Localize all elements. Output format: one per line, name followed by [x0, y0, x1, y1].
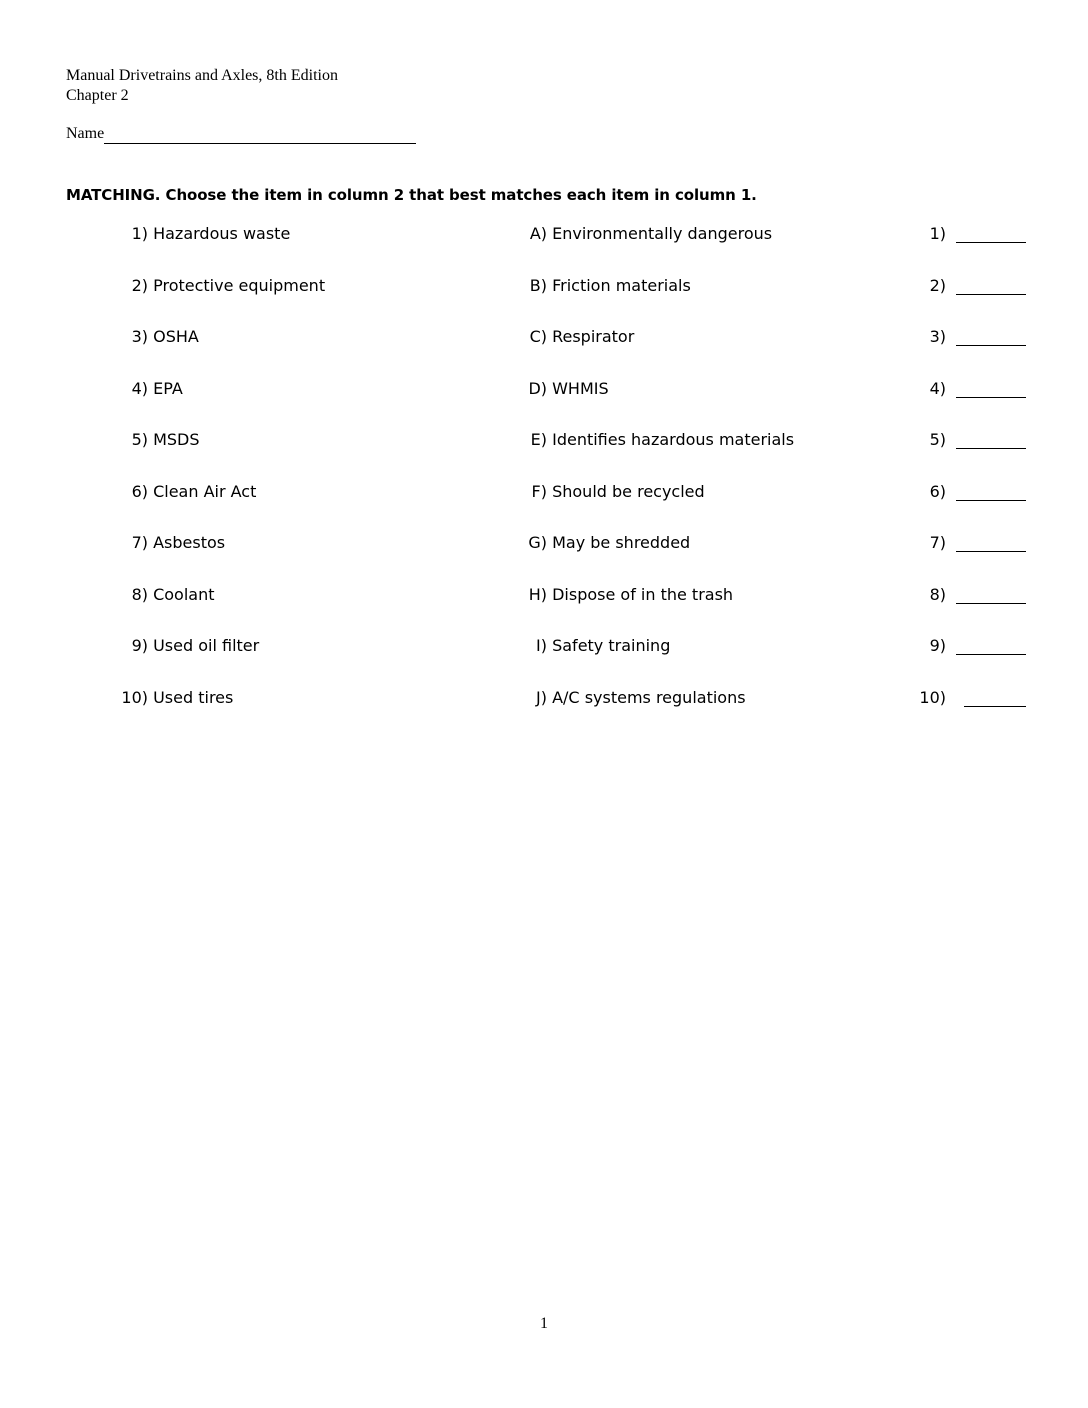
column1-item — [100, 275, 326, 297]
answer-slot — [900, 326, 1030, 348]
item-number: 10) — [121, 687, 148, 707]
answer-slot — [900, 635, 1030, 657]
item-number: 6) — [131, 481, 148, 501]
answer-slot — [900, 429, 1030, 451]
book-title: Manual Drivetrains and Axles, 8th Edition — [66, 67, 338, 84]
choice-text: Friction materials — [552, 275, 691, 295]
choice-letter: H) — [528, 584, 547, 604]
answer-blank[interactable] — [956, 533, 1026, 552]
matching-row — [0, 223, 1088, 253]
item-number: 9) — [131, 636, 148, 655]
column1-item — [100, 532, 290, 554]
column2-item — [490, 223, 850, 245]
matching-row — [0, 326, 1088, 356]
answer-slot — [900, 687, 1030, 709]
item-term: OSHA — [153, 327, 199, 346]
answer-number: 10) — [919, 687, 946, 707]
item-term: Used tires — [153, 687, 234, 707]
answer-slot — [900, 378, 1030, 400]
answer-blank[interactable] — [964, 688, 1026, 707]
matching-row — [0, 635, 1088, 665]
answer-slot — [900, 275, 1030, 297]
column2-item — [490, 481, 850, 503]
answer-number: 7) — [929, 533, 946, 552]
choice-letter: F) — [531, 481, 547, 501]
answer-number: 8) — [929, 584, 946, 604]
answer-slot — [900, 223, 1030, 245]
item-term: EPA — [153, 378, 183, 398]
item-number: 4) — [131, 378, 148, 398]
choice-text: Safety training — [552, 636, 671, 655]
item-number: 5) — [131, 430, 148, 449]
answer-number: 1) — [929, 224, 946, 243]
column1-item — [100, 584, 290, 606]
item-term: Protective equipment — [153, 275, 326, 295]
column1-item — [100, 429, 290, 451]
matching-row — [0, 687, 1088, 717]
name-field[interactable] — [104, 125, 416, 144]
matching-row — [0, 481, 1088, 511]
column2-item — [490, 635, 850, 657]
instructions: MATCHING. Choose the item in column 2 that best matches each item in column 1. — [66, 186, 757, 204]
item-term: Used oil filter — [153, 636, 260, 655]
column2-item — [490, 584, 850, 606]
item-term: Hazardous waste — [153, 224, 291, 243]
column1-item — [100, 481, 290, 503]
answer-number: 6) — [929, 481, 946, 501]
answer-number: 9) — [929, 636, 946, 655]
column1-item — [100, 635, 290, 657]
column2-item — [490, 429, 850, 451]
chapter-label: Chapter 2 — [66, 87, 129, 104]
choice-text: Environmentally dangerous — [552, 224, 773, 243]
choice-letter: A) — [529, 224, 547, 243]
choice-letter: E) — [530, 430, 547, 449]
column2-item — [490, 378, 850, 400]
item-number: 7) — [131, 533, 148, 552]
column1-item — [100, 687, 290, 709]
item-term: Clean Air Act — [153, 481, 257, 501]
choice-text: Should be recycled — [552, 481, 705, 501]
answer-slot — [900, 584, 1030, 606]
answer-blank[interactable] — [956, 585, 1026, 604]
column1-item — [100, 223, 290, 245]
answer-number: 2) — [929, 275, 946, 295]
choice-letter: J) — [536, 687, 547, 707]
answer-blank[interactable] — [956, 482, 1026, 501]
item-number: 8) — [131, 584, 148, 604]
answer-number: 3) — [929, 327, 946, 346]
matching-row — [0, 429, 1088, 459]
column2-item — [490, 275, 850, 297]
column1-item — [100, 378, 290, 400]
choice-text: May be shredded — [552, 533, 691, 552]
answer-slot — [900, 481, 1030, 503]
answer-blank[interactable] — [956, 636, 1026, 655]
answer-number: 5) — [929, 430, 946, 449]
matching-row — [0, 532, 1088, 562]
page-number: 1 — [540, 1315, 548, 1332]
item-term: Asbestos — [153, 533, 226, 552]
answer-blank[interactable] — [956, 379, 1026, 398]
answer-blank[interactable] — [956, 224, 1026, 243]
choice-letter: I) — [536, 636, 547, 655]
item-number: 3) — [131, 327, 148, 346]
column2-item — [490, 687, 850, 709]
item-term: MSDS — [153, 430, 200, 449]
item-number: 1) — [131, 224, 148, 243]
matching-row — [0, 584, 1088, 614]
answer-number: 4) — [929, 378, 946, 398]
choice-letter: G) — [528, 533, 547, 552]
answer-blank[interactable] — [956, 327, 1026, 346]
item-number: 2) — [131, 275, 148, 295]
answer-blank[interactable] — [956, 276, 1026, 295]
choice-text: Respirator — [552, 327, 635, 346]
choice-text: Dispose of in the trash — [552, 584, 734, 604]
choice-text: Identifies hazardous materials — [552, 430, 795, 449]
column1-item — [100, 326, 290, 348]
choice-letter: B) — [529, 275, 547, 295]
choice-letter: D) — [528, 378, 547, 398]
column2-item — [490, 532, 850, 554]
name-row — [66, 124, 416, 144]
choice-text: WHMIS — [552, 378, 609, 398]
matching-row — [0, 275, 1088, 305]
answer-slot — [900, 532, 1030, 554]
answer-blank[interactable] — [956, 430, 1026, 449]
matching-row — [0, 378, 1088, 408]
item-term: Coolant — [153, 584, 215, 604]
name-label: Name — [66, 125, 105, 142]
choice-letter: C) — [529, 327, 547, 346]
column2-item — [490, 326, 850, 348]
choice-text: A/C systems regulations — [552, 687, 746, 707]
